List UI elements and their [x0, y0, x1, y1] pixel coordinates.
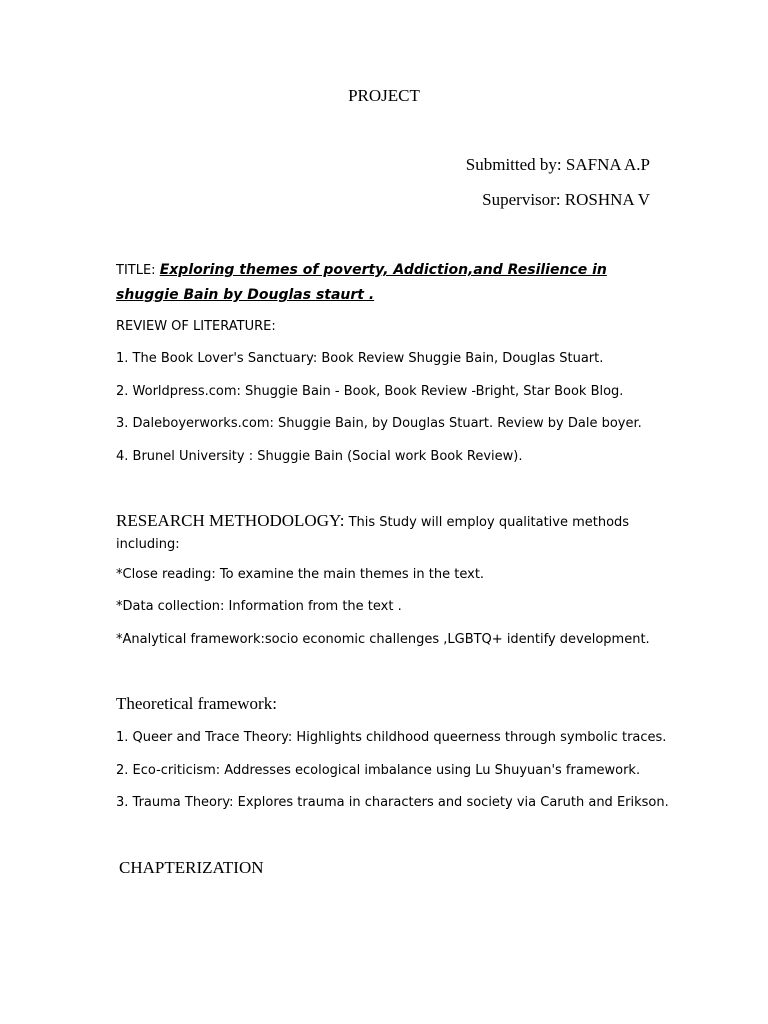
methodology-heading: RESEARCH METHODOLOGY: — [116, 511, 345, 530]
review-item: 1. The Book Lover's Sanctuary: Book Review Shuggie Bain, Douglas Stuart. — [116, 351, 604, 366]
review-item: 3. Daleboyerworks.com: Shuggie Bain, by Douglas Stuart. Review by Dale boyer. — [116, 416, 642, 431]
methodology-item: *Data collection: Information from the text . — [116, 599, 402, 614]
title-block — [116, 258, 656, 308]
methodology-intro: This Study will employ qualitative methods including: — [116, 515, 630, 552]
methodology-block — [116, 510, 656, 556]
methodology-item: *Analytical framework:socio economic challenges ,LGBTQ+ identify development. — [116, 632, 650, 647]
theory-item: 3. Trauma Theory: Explores trauma in characters and society via Caruth and Erikson. — [116, 795, 669, 810]
chapterization-heading: CHAPTERIZATION — [119, 858, 264, 877]
project-heading: PROJECT — [348, 86, 420, 105]
theory-heading: Theoretical framework: — [116, 694, 277, 713]
methodology-item: *Close reading: To examine the main themes in the text. — [116, 567, 485, 582]
submitted-by: Submitted by: SAFNA A.P — [465, 155, 650, 174]
review-heading: REVIEW OF LITERATURE: — [116, 319, 276, 334]
theory-item: 1. Queer and Trace Theory: Highlights childhood queerness through symbolic traces. — [116, 730, 667, 745]
review-item: 2. Worldpress.com: Shuggie Bain - Book, Book Review -Bright, Star Book Blog. — [116, 384, 624, 399]
title-label: TITLE: — [116, 263, 156, 278]
theory-item: 2. Eco-criticism: Addresses ecological imbalance using Lu Shuyuan's framework. — [116, 763, 641, 778]
review-item: 4. Brunel University : Shuggie Bain (Social work Book Review). — [116, 449, 523, 464]
title-text: Exploring themes of poverty, Addiction,and Resilience in shuggie Bain by Douglas staurt . — [116, 262, 607, 303]
supervisor: Supervisor: ROSHNA V — [482, 190, 650, 209]
